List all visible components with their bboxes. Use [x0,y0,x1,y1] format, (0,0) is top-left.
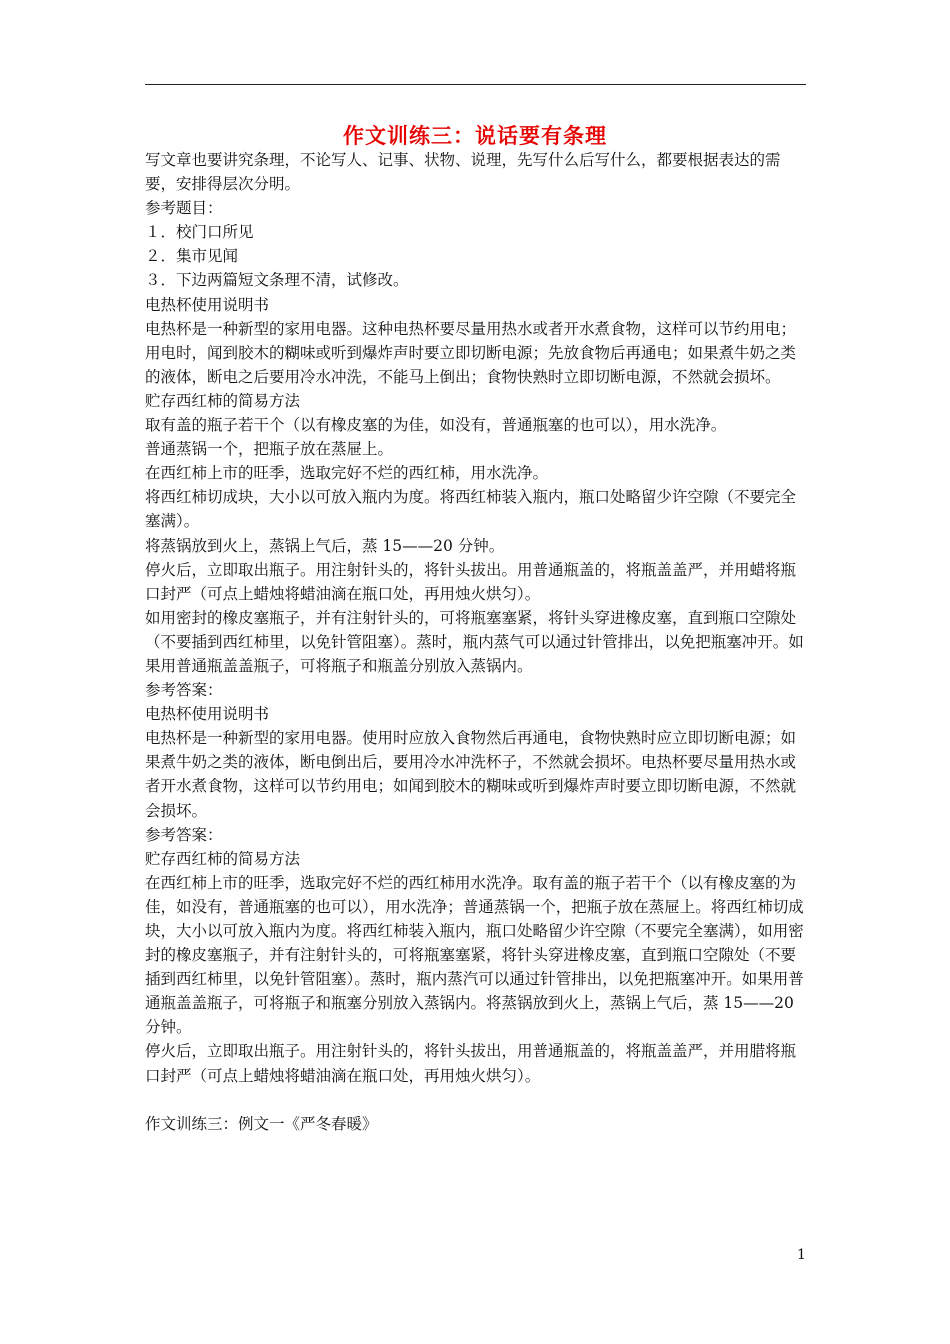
document-body [145,148,809,1136]
body-paragraph: 在西红柿上市的旺季，选取完好不烂的西红柿，用水洗净。 [145,464,549,483]
body-paragraph: 停火后，立即取出瓶子。用注射针头的，将针头拔出，用普通瓶盖的，将瓶盖盖严，并用腊将瓶口封严（可点上蜡烛将蜡油滴在瓶口处，再用烛火烘匀）。 [145,1042,797,1085]
body-paragraph: 将蒸锅放到火上，蒸锅上气后，蒸 15——20 分钟。 [145,536,505,555]
body-paragraph: 普通蒸锅一个，把瓶子放在蒸屉上。 [145,440,394,459]
body-paragraph: 贮存西红柿的简易方法 [145,849,301,868]
page-number: 1 [797,1247,806,1263]
body-paragraph: 停火后，立即取出瓶子。用注射针头的，将针头拔出。用普通瓶盖的，将瓶盖盖严，并用蜡将瓶口封严（可点上蜡烛将蜡油滴在瓶口处，再用烛火烘匀）。 [145,560,797,603]
header-rule [145,84,806,85]
body-paragraph: 参考答案： [145,825,223,844]
body-paragraph: ２．集市见闻 [145,247,239,266]
body-paragraph: 作文训练三：例文一《严冬春暖》 [145,1114,378,1133]
body-paragraph: 取有盖的瓶子若干个（以有橡皮塞的为佳，如没有，普通瓶塞的也可以），用水洗净。 [145,416,727,435]
body-paragraph: 将西红柿切成块，大小以可放入瓶内为度。将西红柿装入瓶内，瓶口处略留少许空隙（不要完全塞满）。 [145,488,797,531]
body-paragraph: 写文章也要讲究条理，不论写人、记事、状物、说理，先写什么后写什么，都要根据表达的需要，安排得层次分明。 [145,151,781,194]
blank-line [145,1088,809,1112]
body-paragraph: 电热杯是一种新型的家用电器。这种电热杯要尽量用热水或者开水煮食物，这样可以节约用电；用电时，闻到胶木的糊味或听到爆炸声时要立即切断电源；先放食物后再通电；如果煮牛奶之类的液体，断电之后要用冷水冲洗，不能马上倒出；食物快熟时立即切断电源，不然就会损坏。 [145,319,797,386]
body-paragraph: 在西红柿上市的旺季，选取完好不烂的西红柿用水洗净。取有盖的瓶子若干个（以有橡皮塞的为佳，如没有，普通瓶塞的也可以），用水洗净；普通蒸锅一个，把瓶子放在蒸屉上。将西红柿切成块，大小以可放入瓶内为度。将西红柿装入瓶内，瓶口处略留少许空隙（不要完全塞满），如用密封的橡皮塞瓶子，并有注射针头的，可将瓶塞塞紧，将针头穿进橡皮塞，直到瓶口空隙处（不要插到西红柿里，以免针管阻塞）。蒸时，瓶内蒸汽可以通过针管排出，以免把瓶塞冲开。如果用普通瓶盖盖瓶子，可将瓶子和瓶塞分别放入蒸锅内。将蒸锅放到火上，蒸锅上气后，蒸 15——20 分钟。 [145,873,804,1037]
body-paragraph: 如用密封的橡皮塞瓶子，并有注射针头的，可将瓶塞塞紧，将针头穿进橡皮塞，直到瓶口空隙处（不要插到西红柿里，以免针管阻塞）。蒸时，瓶内蒸气可以通过针管排出，以免把瓶塞冲开。如果用普通瓶盖盖瓶子，可将瓶子和瓶盖分别放入蒸锅内。 [145,608,804,675]
body-paragraph: 参考答案： [145,681,223,700]
body-paragraph: 贮存西红柿的简易方法 [145,391,301,410]
body-paragraph: 参考题目： [145,199,223,218]
body-paragraph: 电热杯使用说明书 [145,295,270,314]
body-paragraph: １．校门口所见 [145,223,254,242]
body-paragraph: ３．下边两篇短文条理不清，试修改。 [145,271,409,290]
body-paragraph: 电热杯是一种新型的家用电器。使用时应放入食物然后再通电，食物快熟时应立即切断电源；如果煮牛奶之类的液体，断电倒出后，要用冷水冲洗杯子，不然就会损坏。电热杯要尽量用热水或者开水煮食物，这样可以节约用电；如闻到胶木的糊味或听到爆炸声时要立即切断电源，不然就会损坏。 [145,729,797,820]
body-paragraph: 电热杯使用说明书 [145,705,270,724]
page-title: 作文训练三：说话要有条理 [343,123,607,148]
